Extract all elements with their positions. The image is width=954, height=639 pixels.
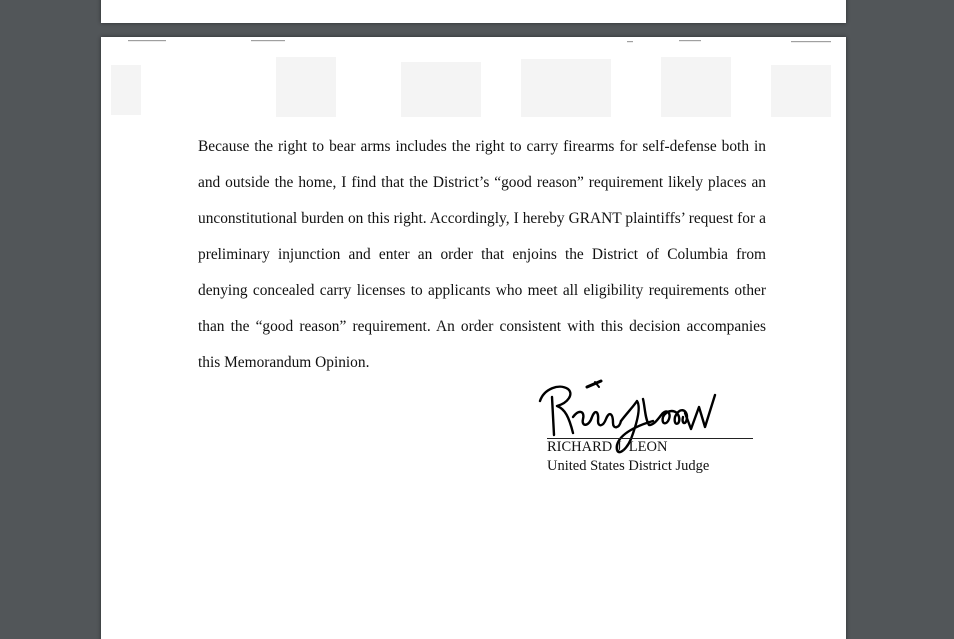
previous-page bbox=[101, 0, 846, 23]
signature-block bbox=[535, 377, 765, 487]
scan-artifacts bbox=[101, 37, 846, 127]
document-page bbox=[101, 37, 846, 639]
opinion-paragraph: Because the right to bear arms includes the right to carry firearms for self-defense both in and outside the home, I find that the District’s “good reason” requirement likely places an unconstitutional burden on this right. Accordingly, I hereby GRANT plaintiffs’ request for a preliminary injunction and enter an order that enjoins the District of Columbia from denying concealed carry licenses to applicants who meet all eligibility requirements other than the “good reason” requirement. An order consistent with this decision accompanies this Memorandum Opinion. bbox=[198, 138, 766, 371]
judge-title: United States District Judge bbox=[547, 458, 710, 474]
judge-name: RICHARD J. LEON bbox=[547, 439, 668, 455]
